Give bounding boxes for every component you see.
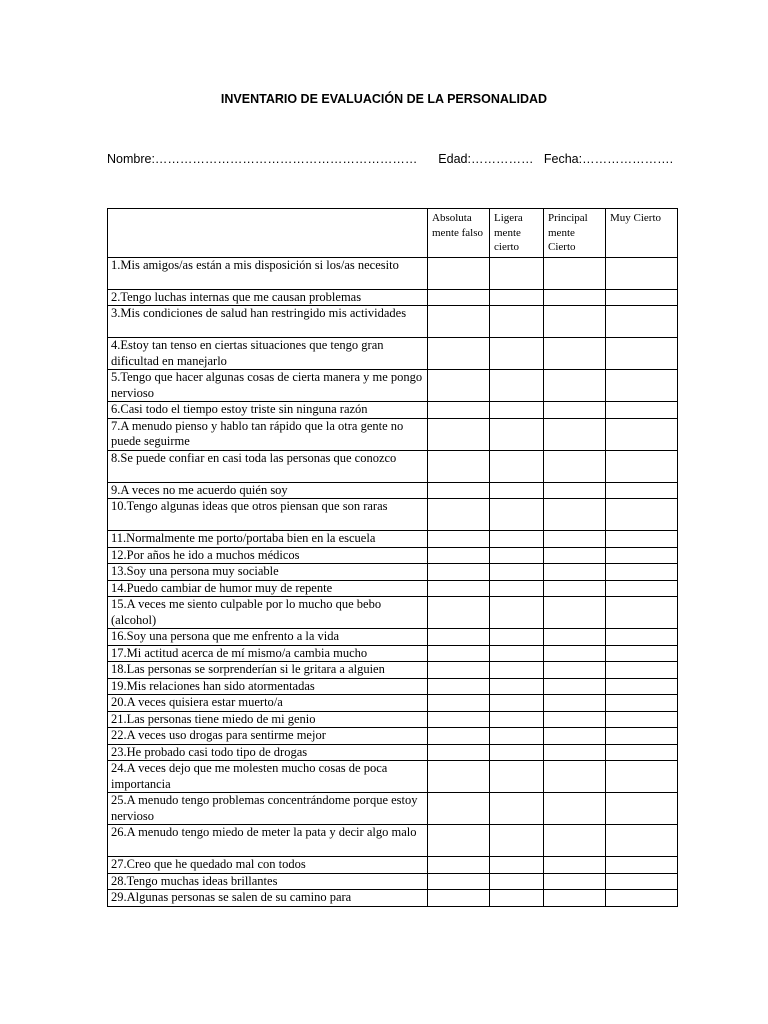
item-text: 20.A veces quisiera estar muerto/a [108,695,428,712]
name-field[interactable]: Nombre:……………………………………………………… [107,152,418,166]
answer-cell-principalmente-cierto[interactable] [544,257,606,289]
answer-cell-absolutamente-falso[interactable] [428,825,490,857]
answer-cell-absolutamente-falso[interactable] [428,482,490,499]
header-absolutamente-falso: Absoluta mente falso [428,209,490,258]
answer-cell-absolutamente-falso[interactable] [428,531,490,548]
answer-cell-ligeramente-cierto[interactable] [490,662,544,679]
answer-cell-ligeramente-cierto[interactable] [490,857,544,874]
answer-cell-muy-cierto[interactable] [606,793,678,825]
answer-cell-ligeramente-cierto[interactable] [490,418,544,450]
answer-cell-absolutamente-falso[interactable] [428,499,490,531]
answer-cell-muy-cierto[interactable] [606,370,678,402]
answer-cell-muy-cierto[interactable] [606,678,678,695]
item-text: 14.Puedo cambiar de humor muy de repente [108,580,428,597]
answer-cell-principalmente-cierto[interactable] [544,450,606,482]
header-ligeramente-cierto: Ligera mente cierto [490,209,544,258]
item-row [108,728,678,745]
answer-cell-absolutamente-falso[interactable] [428,857,490,874]
answer-cell-muy-cierto[interactable] [606,418,678,450]
item-text: 5.Tengo que hacer algunas cosas de cierta manera y me pongo nervioso [108,370,428,402]
item-text: 27.Creo que he quedado mal con todos [108,857,428,874]
item-row [108,499,678,531]
answer-cell-absolutamente-falso[interactable] [428,564,490,581]
header-muy-cierto: Muy Cierto [606,209,678,258]
age-field[interactable]: Edad:…………… [438,152,534,166]
item-row [108,645,678,662]
answer-cell-muy-cierto[interactable] [606,857,678,874]
item-row [108,744,678,761]
answer-cell-ligeramente-cierto[interactable] [490,890,544,907]
answer-cell-principalmente-cierto[interactable] [544,418,606,450]
item-text: 1.Mis amigos/as están a mis disposición si los/as necesito [108,257,428,289]
item-text: 28.Tengo muchas ideas brillantes [108,873,428,890]
answer-cell-muy-cierto[interactable] [606,564,678,581]
answer-cell-absolutamente-falso[interactable] [428,418,490,450]
header-principalmente-cierto: Principal mente Cierto [544,209,606,258]
item-text: 9.A veces no me acuerdo quién soy [108,482,428,499]
answer-cell-muy-cierto[interactable] [606,499,678,531]
item-row [108,597,678,629]
answer-cell-muy-cierto[interactable] [606,825,678,857]
item-text: 10.Tengo algunas ideas que otros piensan que son raras [108,499,428,531]
answer-cell-principalmente-cierto[interactable] [544,629,606,646]
item-row [108,580,678,597]
item-text: 25.A menudo tengo problemas concentrándome porque estoy nervioso [108,793,428,825]
answer-cell-principalmente-cierto[interactable] [544,744,606,761]
answer-cell-muy-cierto[interactable] [606,645,678,662]
answer-cell-ligeramente-cierto[interactable] [490,597,544,629]
item-row [108,761,678,793]
answer-cell-ligeramente-cierto[interactable] [490,873,544,890]
answer-cell-ligeramente-cierto[interactable] [490,793,544,825]
answer-cell-absolutamente-falso[interactable] [428,597,490,629]
item-row [108,793,678,825]
answer-cell-ligeramente-cierto[interactable] [490,711,544,728]
answer-cell-principalmente-cierto[interactable] [544,728,606,745]
item-text: 2.Tengo luchas internas que me causan problemas [108,289,428,306]
answer-cell-ligeramente-cierto[interactable] [490,580,544,597]
answer-cell-muy-cierto[interactable] [606,306,678,338]
answer-cell-absolutamente-falso[interactable] [428,450,490,482]
answer-cell-absolutamente-falso[interactable] [428,338,490,370]
inventory-table [107,208,678,907]
item-row [108,873,678,890]
answer-cell-ligeramente-cierto[interactable] [490,761,544,793]
answer-cell-principalmente-cierto[interactable] [544,857,606,874]
answer-cell-muy-cierto[interactable] [606,402,678,419]
item-text: 4.Estoy tan tenso en ciertas situaciones que tengo gran dificultad en manejarlo [108,338,428,370]
item-text: 18.Las personas se sorprenderían si le gritara a alguien [108,662,428,679]
answer-cell-muy-cierto[interactable] [606,761,678,793]
answer-cell-muy-cierto[interactable] [606,662,678,679]
answer-cell-principalmente-cierto[interactable] [544,711,606,728]
answer-cell-ligeramente-cierto[interactable] [490,338,544,370]
answer-cell-principalmente-cierto[interactable] [544,695,606,712]
respondent-fields [107,152,673,166]
item-text: 12.Por años he ido a muchos médicos [108,547,428,564]
answer-cell-muy-cierto[interactable] [606,257,678,289]
answer-cell-absolutamente-falso[interactable] [428,662,490,679]
answer-cell-absolutamente-falso[interactable] [428,289,490,306]
item-text: 29.Algunas personas se salen de su camino para [108,890,428,907]
answer-cell-muy-cierto[interactable] [606,531,678,548]
item-text: 13.Soy una persona muy sociable [108,564,428,581]
answer-cell-principalmente-cierto[interactable] [544,547,606,564]
item-text: 17.Mi actitud acerca de mí mismo/a cambia mucho [108,645,428,662]
answer-cell-absolutamente-falso[interactable] [428,793,490,825]
item-row [108,257,678,289]
answer-cell-muy-cierto[interactable] [606,695,678,712]
answer-cell-principalmente-cierto[interactable] [544,564,606,581]
answer-cell-principalmente-cierto[interactable] [544,662,606,679]
answer-cell-principalmente-cierto[interactable] [544,645,606,662]
header-blank-cell [108,209,428,258]
answer-cell-principalmente-cierto[interactable] [544,597,606,629]
answer-cell-muy-cierto[interactable] [606,873,678,890]
answer-cell-principalmente-cierto[interactable] [544,793,606,825]
answer-cell-muy-cierto[interactable] [606,289,678,306]
item-text: 11.Normalmente me porto/portaba bien en la escuela [108,531,428,548]
answer-cell-ligeramente-cierto[interactable] [490,645,544,662]
item-row [108,711,678,728]
item-text: 8.Se puede confiar en casi toda las personas que conozco [108,450,428,482]
item-row [108,890,678,907]
answer-cell-ligeramente-cierto[interactable] [490,695,544,712]
item-row [108,531,678,548]
answer-cell-muy-cierto[interactable] [606,728,678,745]
answer-cell-muy-cierto[interactable] [606,482,678,499]
answer-cell-ligeramente-cierto[interactable] [490,402,544,419]
item-row [108,418,678,450]
answer-cell-ligeramente-cierto[interactable] [490,289,544,306]
answer-cell-principalmente-cierto[interactable] [544,338,606,370]
answer-cell-absolutamente-falso[interactable] [428,890,490,907]
item-text: 26.A menudo tengo miedo de meter la pata y decir algo malo [108,825,428,857]
answer-cell-principalmente-cierto[interactable] [544,580,606,597]
answer-cell-principalmente-cierto[interactable] [544,873,606,890]
answer-cell-absolutamente-falso[interactable] [428,306,490,338]
item-row [108,695,678,712]
answer-cell-principalmente-cierto[interactable] [544,370,606,402]
date-field[interactable]: Fecha:…………………. [543,152,674,166]
answer-cell-muy-cierto[interactable] [606,711,678,728]
item-row [108,370,678,402]
answer-cell-muy-cierto[interactable] [606,629,678,646]
answer-cell-principalmente-cierto[interactable] [544,499,606,531]
answer-cell-ligeramente-cierto[interactable] [490,678,544,695]
item-row [108,306,678,338]
answer-cell-ligeramente-cierto[interactable] [490,744,544,761]
item-text: 21.Las personas tiene miedo de mi genio [108,711,428,728]
item-row [108,564,678,581]
answer-cell-ligeramente-cierto[interactable] [490,482,544,499]
item-row [108,289,678,306]
answer-cell-absolutamente-falso[interactable] [428,728,490,745]
answer-cell-absolutamente-falso[interactable] [428,370,490,402]
answer-cell-muy-cierto[interactable] [606,338,678,370]
answer-cell-ligeramente-cierto[interactable] [490,499,544,531]
answer-cell-ligeramente-cierto[interactable] [490,564,544,581]
answer-cell-muy-cierto[interactable] [606,597,678,629]
item-row [108,547,678,564]
answer-cell-principalmente-cierto[interactable] [544,482,606,499]
answer-cell-ligeramente-cierto[interactable] [490,306,544,338]
answer-cell-ligeramente-cierto[interactable] [490,257,544,289]
answer-cell-ligeramente-cierto[interactable] [490,531,544,548]
answer-cell-absolutamente-falso[interactable] [428,678,490,695]
items-body [108,257,678,906]
answer-cell-absolutamente-falso[interactable] [428,580,490,597]
answer-cell-ligeramente-cierto[interactable] [490,370,544,402]
item-text: 22.A veces uso drogas para sentirme mejor [108,728,428,745]
answer-cell-principalmente-cierto[interactable] [544,289,606,306]
answer-cell-principalmente-cierto[interactable] [544,825,606,857]
item-row [108,678,678,695]
answer-cell-absolutamente-falso[interactable] [428,257,490,289]
item-row [108,338,678,370]
item-text: 7.A menudo pienso y hablo tan rápido que la otra gente no puede seguirme [108,418,428,450]
answer-cell-ligeramente-cierto[interactable] [490,825,544,857]
item-text: 6.Casi todo el tiempo estoy triste sin ninguna razón [108,402,428,419]
answer-cell-ligeramente-cierto[interactable] [490,450,544,482]
answer-cell-muy-cierto[interactable] [606,547,678,564]
answer-cell-muy-cierto[interactable] [606,450,678,482]
answer-cell-absolutamente-falso[interactable] [428,695,490,712]
item-row [108,450,678,482]
item-row [108,662,678,679]
header-row [108,209,678,258]
item-text: 23.He probado casi todo tipo de drogas [108,744,428,761]
item-row [108,825,678,857]
answer-cell-principalmente-cierto[interactable] [544,402,606,419]
answer-cell-principalmente-cierto[interactable] [544,678,606,695]
item-text: 16.Soy una persona que me enfrento a la vida [108,629,428,646]
item-text: 24.A veces dejo que me molesten mucho cosas de poca importancia [108,761,428,793]
answer-cell-principalmente-cierto[interactable] [544,890,606,907]
answer-cell-muy-cierto[interactable] [606,744,678,761]
answer-cell-principalmente-cierto[interactable] [544,306,606,338]
answer-cell-ligeramente-cierto[interactable] [490,547,544,564]
answer-cell-principalmente-cierto[interactable] [544,761,606,793]
answer-cell-ligeramente-cierto[interactable] [490,629,544,646]
answer-cell-absolutamente-falso[interactable] [428,711,490,728]
answer-cell-absolutamente-falso[interactable] [428,402,490,419]
document-title: INVENTARIO DE EVALUACIÓN DE LA PERSONALIDAD [220,92,548,106]
answer-cell-absolutamente-falso[interactable] [428,744,490,761]
item-row [108,857,678,874]
answer-cell-absolutamente-falso[interactable] [428,547,490,564]
item-text: 15.A veces me siento culpable por lo mucho que bebo (alcohol) [108,597,428,629]
answer-cell-muy-cierto[interactable] [606,890,678,907]
item-row [108,402,678,419]
answer-cell-absolutamente-falso[interactable] [428,629,490,646]
answer-cell-ligeramente-cierto[interactable] [490,728,544,745]
item-row [108,482,678,499]
item-text: 3.Mis condiciones de salud han restringido mis actividades [108,306,428,338]
answer-cell-absolutamente-falso[interactable] [428,761,490,793]
item-text: 19.Mis relaciones han sido atormentadas [108,678,428,695]
item-row [108,629,678,646]
answer-cell-principalmente-cierto[interactable] [544,531,606,548]
answer-cell-muy-cierto[interactable] [606,580,678,597]
answer-cell-absolutamente-falso[interactable] [428,645,490,662]
answer-cell-absolutamente-falso[interactable] [428,873,490,890]
